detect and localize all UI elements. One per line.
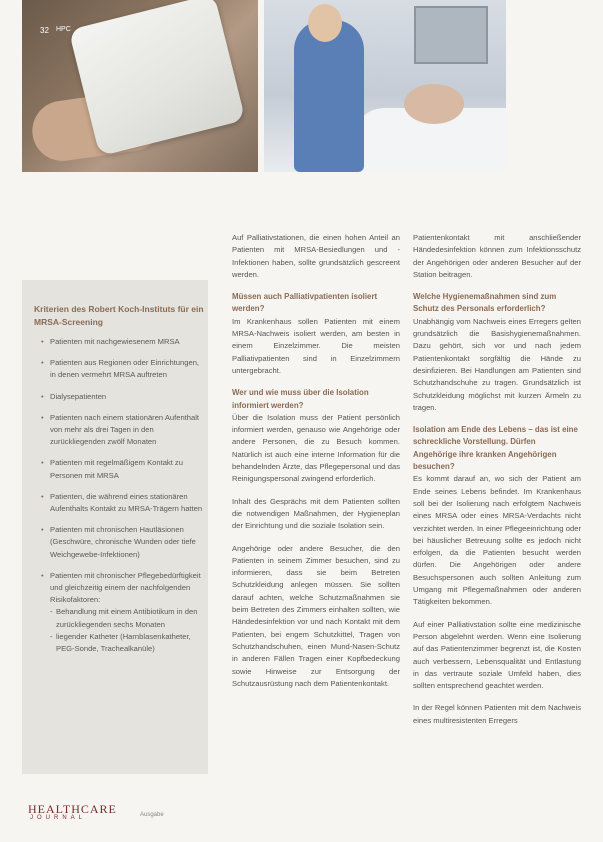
criteria-item-with-sublist [50, 570, 205, 655]
criteria-subitem: - liegender Katheter (Harnblasenkatheter, PEG-Sonde, Trachealkanüle) [50, 631, 205, 655]
question-heading: Isolation am Ende des Lebens – das ist eine schreckliche Vorstellung. Dürfen Angehörige ihre kranken Angehörigen besuchen? [413, 425, 578, 472]
page-number: 32 [40, 26, 49, 35]
criteria-subitem: - Behandlung mit einem Antibiotikum in den zurückliegenden sechs Monaten [50, 606, 205, 630]
paragraph: Es kommt darauf an, wo sich der Patient am Ende seines Lebens befindet. Im Krankenhaus soll bei der Isolierung nach erfolgtem Nachweis eines MRSA oder eines MRSA-Verdachts nicht verzichtet werden. In einer Pflegeeinrichtung oder bei häuslicher Betreuung sollte es jedoch nicht erfolgen, da die Patienten besucht werden dürfen. Die Angehörigen oder andere Besuchspersonen auch sollten Anleitung zum Umgang mit Pflegemaßnahmen oder anderen Tätigkeiten bekommen. [413, 474, 581, 607]
criteria-sublist [50, 606, 205, 655]
question-heading: Welche Hygienemaßnahmen sind zum Schutz des Personals erforderlich? [413, 292, 557, 314]
criteria-item: • Patienten aus Regionen oder Einrichtungen, in denen vermehrt MRSA auftreten [50, 357, 205, 381]
publication-logo-subtitle: JOURNAL [30, 815, 87, 821]
nurse-shape [294, 20, 364, 172]
paragraph: Patientenkontakt mit anschließender Händedesinfektion können zum Infektionsschutz der Angehörigen oder anderen Besucher auf der Station beitragen. [413, 233, 581, 279]
paragraph: Angehörige oder andere Besucher, die den Patienten in seinem Zimmer besuchen, sind zu informieren, dass sie beim Betreten Schutzkleidung anlegen müssen. Sie sollten darauf achten, welche Schutzmaßnahmen sie beim Betreten des Zimmers einhalten sollten, wie Händedesinfektion vor und nach Kontakt mit dem Patienten, bei engem Schutzkittel, Tragen von Schutzhandschuhen, einen Mund-Nasen-Schutz in anderen Fällen Tragen einer Kopfbedeckung sowie Hinweise zur Entsorgung der Schutzausrüstung nach dem Patientenkontakt. [232, 543, 400, 688]
criteria-item-label: Patienten mit chronischer Pflegebedürftigkeit und gleichzeitig einem der nachfolgenden Risikofaktoren: [50, 570, 201, 605]
question-heading: Müssen auch Palliativpatienten isoliert werden? [232, 292, 378, 314]
publication-logo: HEALTHCARE [28, 802, 117, 816]
nurse-head-shape [308, 4, 342, 42]
sidebar-title: Kriterien des Robert Koch-Instituts für ein MRSA-Screening [34, 304, 204, 327]
patient-shape [404, 84, 464, 124]
criteria-item: • Patienten mit regelmäßigem Kontakt zu Personen mit MRSA [50, 457, 205, 481]
criteria-list [50, 336, 205, 664]
section-header: HPC [56, 26, 71, 33]
gauze-pad [69, 0, 246, 156]
question-heading: Wer und wie muss über die Isolation informiert werden? [232, 388, 369, 410]
paragraph: In der Regel können Patienten mit dem Nachweis eines multiresistenten Erregers [413, 703, 581, 725]
nurse-patient-photo [264, 0, 506, 172]
paragraph: Auf Palliativstationen, die einen hohen Anteil an Patienten mit MRSA-Besiedlungen und -Infektionen haben, sollte grundsätzlich gescreent werden. [232, 233, 400, 279]
paragraph: Über die Isolation muss der Patient persönlich informiert werden, genauso wie Angehörige oder andere Personen, die zu Besuch kommen. Natürlich ist auch eine interne Information für die behandelnden Ärzte, das Pflegepersonal und das Reinigungspersonal zwingend erforderlich. [232, 412, 400, 484]
criteria-item: • Patienten mit nachgewiesenem MRSA [50, 336, 205, 348]
monitor-shape [414, 6, 488, 64]
footer-note: Ausgabe [140, 812, 164, 818]
criteria-item: • Patienten nach einem stationären Aufenthalt von mehr als drei Tagen in den zurückliegenden zwölf Monaten [50, 412, 205, 449]
article-column-right [413, 232, 581, 737]
criteria-item: • Patienten mit chronischen Hautläsionen (Geschwüre, chronische Wunden oder tiefe Weichgewebe-Infektionen) [50, 524, 205, 561]
paragraph: Unabhängig vom Nachweis eines Erregers gelten grundsätzlich die Basishygienemaßnahmen. Dazu gehört, sich vor und nach jedem Patientenkontakt sorgfältig die Hände zu desinfizieren. Bei Handlungen am Patienten sind Schutzhandschuhe zu tragen. Grundsätzlich ist Schutzkleidung möglichst mit kurzen Ärmeln zu tragen. [413, 316, 581, 412]
paragraph: Im Krankenhaus sollen Patienten mit einem MRSA-Nachweis isoliert werden, am besten in einem Einzelzimmer. Die meisten Palliativpatienten sind in Einzelzimmern untergebracht. [232, 316, 400, 375]
paragraph: Auf einer Palliativstation sollte eine medizinische Person abgelehnt werden. Wenn eine Isolierung auf das Patientenzimmer begrenzt ist, die Kosten auch verbessern, Lebensqualität und Entlastung in das vertraute soziale Umfeld haben, dies sollten entsprechend geachtet werden. [413, 619, 581, 691]
paragraph: Inhalt des Gesprächs mit dem Patienten sollten die notwendigen Maßnahmen, der Hygieneplan der Einrichtung und die soziale Isolation sein. [232, 496, 400, 531]
criteria-item: • Patienten, die während eines stationären Aufenthalts Kontakt zu MRSA-Trägern hatten [50, 491, 205, 515]
criteria-item: • Dialysepatienten [50, 391, 205, 403]
article-column-middle [232, 232, 400, 700]
